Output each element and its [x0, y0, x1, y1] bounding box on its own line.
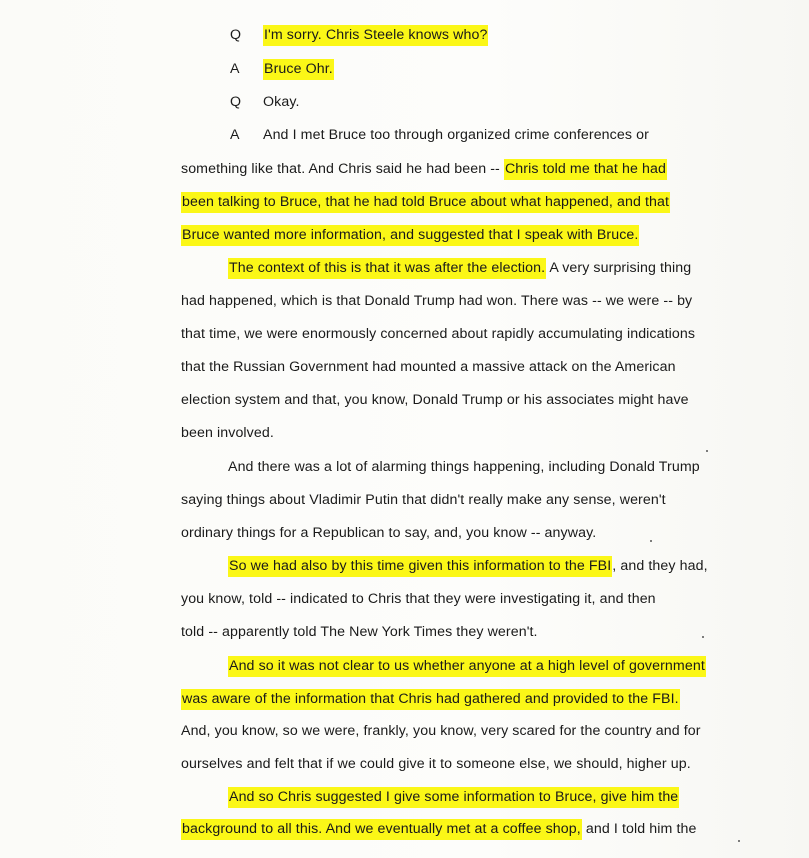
qa-text: Okay. [263, 94, 300, 110]
transcript-line: ordinary things for a Republican to say, and, you know -- anyway. [181, 525, 597, 541]
highlighted-text: So we had also by this time given this information to the FBI [228, 556, 612, 577]
highlighted-text: And so Chris suggested I give some information to Bruce, give him the [228, 787, 679, 808]
transcript-line [181, 820, 697, 838]
transcript-line: been involved. [181, 425, 274, 441]
qa-speaker: Q [230, 27, 242, 43]
transcript-line [181, 226, 639, 244]
transcript-line [228, 259, 691, 277]
transcript-line [228, 657, 706, 675]
highlighted-text: been talking to Bruce, that he had told Bruce about what happened, and that [181, 192, 670, 213]
transcript-line: saying things about Vladimir Putin that didn't really make any sense, weren't [181, 492, 666, 508]
transcript-line: that time, we were enormously concerned about rapidly accumulating indications [181, 326, 696, 342]
highlighted-text: Bruce Ohr. [263, 59, 334, 80]
scan-speck [702, 636, 704, 638]
qa-speaker: Q [230, 94, 242, 110]
highlighted-text: Bruce wanted more information, and suggested that I speak with Bruce. [181, 225, 639, 246]
scan-speck [706, 450, 708, 452]
transcript-line: told -- apparently told The New York Times they weren't. [181, 624, 538, 640]
transcript-line [181, 160, 667, 178]
transcript-line [181, 690, 680, 708]
line-text: and I told him the [581, 821, 697, 837]
qa-text [263, 26, 488, 44]
transcript-line [181, 193, 670, 211]
line-text: something like that. And Chris said he had been -- [181, 161, 504, 177]
transcript-line [228, 788, 679, 806]
highlighted-text: Chris told me that he had [504, 159, 667, 180]
transcript-line: that the Russian Government had mounted a massive attack on the American [181, 359, 676, 375]
line-text: A very surprising thing [546, 260, 692, 276]
qa-speaker: A [230, 61, 240, 77]
transcript-line: election system and that, you know, Donald Trump or his associates might have [181, 392, 689, 408]
transcript-line: And, you know, so we were, frankly, you know, very scared for the country and for [181, 723, 701, 739]
transcript-line: And there was a lot of alarming things happening, including Donald Trump [228, 459, 700, 475]
highlighted-text: And so it was not clear to us whether anyone at a high level of government [228, 656, 706, 677]
qa-text: And I met Bruce too through organized crime conferences or [263, 127, 649, 143]
highlighted-text: I'm sorry. Chris Steele knows who? [263, 25, 488, 46]
highlighted-text: was aware of the information that Chris had gathered and provided to the FBI. [181, 689, 680, 710]
transcript-line: you know, told -- indicated to Chris that they were investigating it, and then [181, 591, 656, 607]
transcript-line: ourselves and felt that if we could give it to someone else, we should, higher up. [181, 756, 691, 772]
line-text: , and they had, [612, 558, 708, 574]
qa-text [263, 60, 334, 78]
scan-speck [650, 540, 652, 542]
transcript-line [228, 557, 708, 575]
highlighted-text: The context of this is that it was after the election. [228, 258, 546, 279]
scan-speck [738, 840, 740, 842]
transcript-line: had happened, which is that Donald Trump had won. There was -- we were -- by [181, 293, 693, 309]
highlighted-text: background to all this. And we eventually met at a coffee shop, [181, 819, 582, 840]
qa-speaker: A [230, 127, 240, 143]
